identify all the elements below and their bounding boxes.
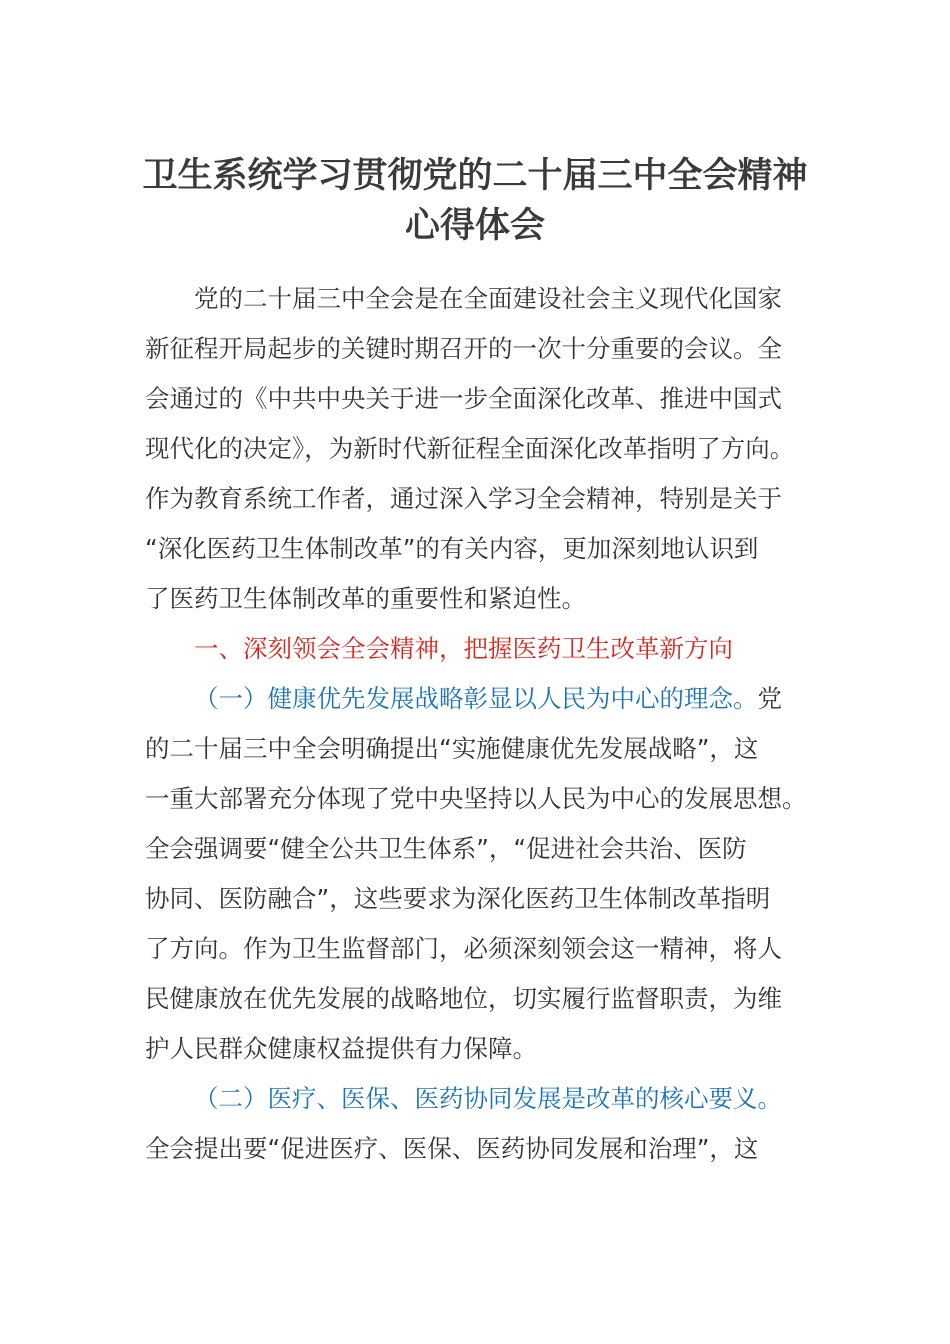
section-heading: 一、深刻领会全会精神，把握医药卫生改革新方向 (194, 634, 733, 663)
intro-line: 作为教育系统工作者，通过深入学习全会精神，特别是关于 (145, 484, 782, 513)
subsection-1-line: 全会强调要“健全公共卫生体系”，“促进社会共治、医防 (145, 834, 747, 863)
document-title-line-2: 心得体会 (404, 206, 545, 246)
subsection-1-line: 的二十届三中全会明确提出“实施健康优先发展战略”，这 (145, 734, 759, 763)
intro-line: 党的二十届三中全会是在全面建设社会主义现代化国家 (194, 284, 782, 313)
subsection-1-first-tail: 党 (757, 684, 782, 713)
intro-line: “深化医药卫生体制改革”的有关内容，更加深刻地认识到 (145, 534, 759, 563)
intro-line: 了医药卫生体制改革的重要性和紧迫性。 (145, 584, 586, 613)
subsection-1-first-line (145, 674, 782, 724)
subsection-1-line: 了方向。作为卫生监督部门，必须深刻领会这一精神，将人 (145, 934, 782, 963)
intro-line: 现代化的决定》，为新时代新征程全面深化改革指明了方向。 (145, 434, 795, 463)
subsection-1-line: 一重大部署充分体现了党中央坚持以人民为中心的发展思想。 (145, 784, 807, 813)
intro-line: 新征程开局起步的关键时期召开的一次十分重要的会议。全 (145, 334, 782, 363)
intro-line: 会通过的《中共中央关于进一步全面深化改革、推进中国式 (145, 384, 782, 413)
subsection-1-line: 协同、医防融合”，这些要求为深化医药卫生体制改革指明 (145, 884, 771, 913)
subsection-1-line: 民健康放在优先发展的战略地位，切实履行监督职责，为维 (145, 984, 782, 1013)
document-title-line-1: 卫生系统学习贯彻党的二十届三中全会精神 (142, 156, 808, 196)
subsection-1-heading: （一）健康优先发展战略彰显以人民为中心的理念。 (194, 684, 758, 713)
subsection-2-heading: （二）医疗、医保、医药协同发展是改革的核心要义。 (194, 1084, 782, 1113)
subsection-1-line: 护人民群众健康权益提供有力保障。 (145, 1034, 537, 1063)
subsection-2-line: 全会提出要“促进医疗、医保、医药协同发展和治理”，这 (145, 1134, 759, 1163)
